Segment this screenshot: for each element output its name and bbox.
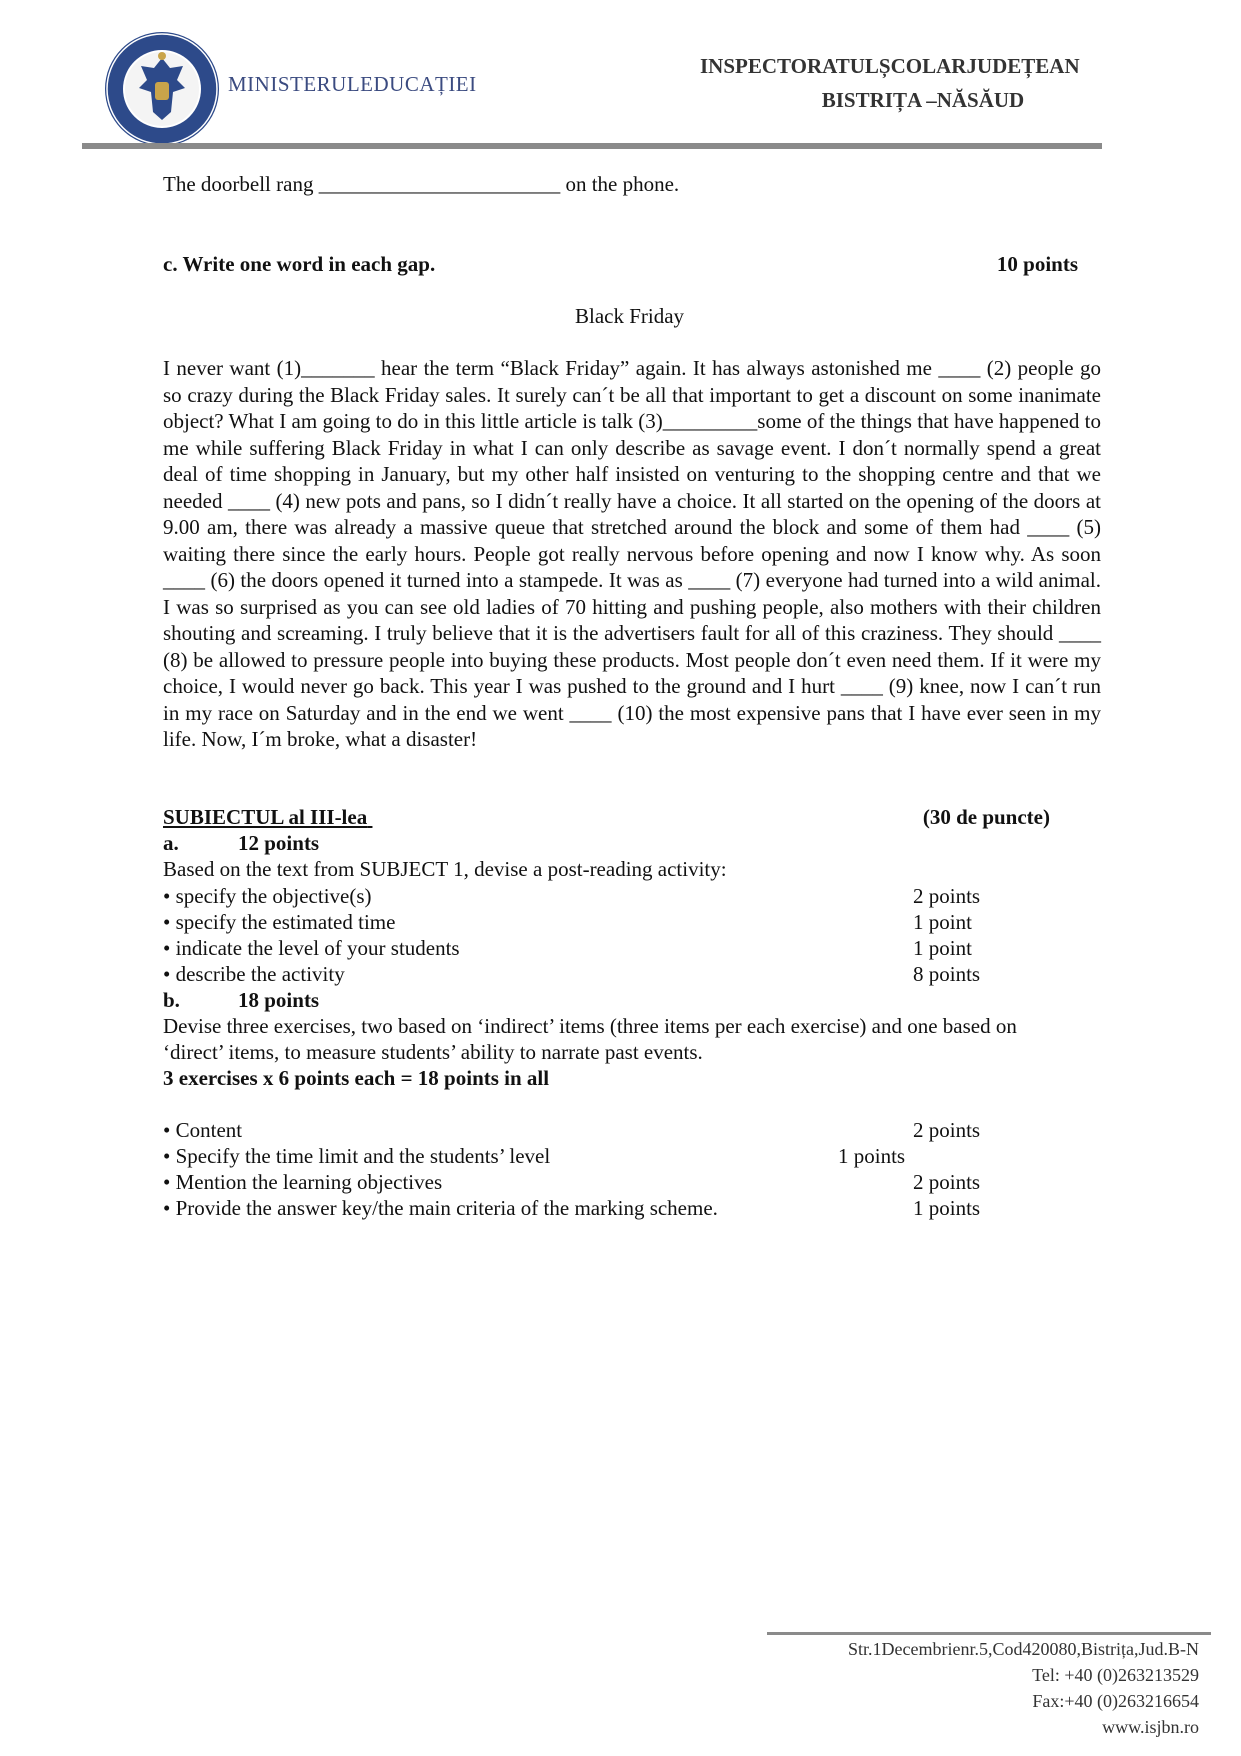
item-text: • specify the estimated time bbox=[163, 910, 396, 934]
footer-tel: Tel: +40 (0)263213529 bbox=[1032, 1665, 1199, 1685]
seal-icon bbox=[103, 30, 221, 148]
item-text: • describe the activity bbox=[163, 962, 345, 986]
part-a-item bbox=[163, 909, 1101, 935]
item-text: • Provide the answer key/the main criteria of the marking scheme. bbox=[163, 1196, 718, 1220]
subject-3-title: SUBIECTUL al III-lea bbox=[163, 805, 368, 829]
part-a-intro: Based on the text from SUBJECT 1, devise a post-reading activity: bbox=[163, 857, 727, 881]
footer-website: www.isjbn.ro bbox=[1102, 1717, 1199, 1737]
part-a-item bbox=[163, 961, 1101, 987]
text-title: Black Friday bbox=[575, 304, 685, 328]
section-c-title: c. Write one word in each gap. bbox=[163, 252, 436, 276]
item-points: 1 point bbox=[913, 936, 972, 960]
item-points: 2 points bbox=[913, 1118, 981, 1142]
subject-3-points: (30 de puncte) bbox=[922, 805, 1050, 829]
item-points: 2 points bbox=[913, 884, 981, 908]
part-b-item bbox=[163, 1169, 1101, 1195]
item-points: 1 points bbox=[913, 1196, 981, 1220]
top-sentence: The doorbell rang _______________________ on the phone. bbox=[163, 172, 680, 196]
part-b-item bbox=[163, 1117, 1101, 1143]
subject-3-heading bbox=[163, 804, 1050, 830]
part-b-label: b. bbox=[163, 988, 180, 1012]
inspectorate-title: INSPECTORATULȘCOLARJUDEȚEAN bbox=[700, 54, 1080, 78]
footer-address: Str.1Decembrienr.5,Cod420080,Bistrița,Jud.B-N bbox=[848, 1639, 1199, 1659]
part-b-intro-line-1: Devise three exercises, two based on ‘indirect’ items (three items per each exercise) and one based on bbox=[163, 1014, 1017, 1038]
item-points: 1 point bbox=[913, 910, 972, 934]
item-text: • Mention the learning objectives bbox=[163, 1170, 443, 1194]
item-points: 2 points bbox=[913, 1170, 981, 1194]
part-a-points: 12 points bbox=[238, 831, 320, 855]
part-a-item bbox=[163, 883, 1101, 909]
section-c-points: 10 points bbox=[996, 252, 1078, 276]
item-text: • specify the objective(s) bbox=[163, 884, 372, 908]
item-text: • indicate the level of your students bbox=[163, 936, 460, 960]
part-b-item bbox=[163, 1195, 1101, 1221]
government-seal-logo bbox=[103, 30, 221, 148]
gap-fill-paragraph: I never want (1)_______ hear the term “Black Friday” again. It has always astonished me ____ (2) people go so crazy during the Black Friday sales. It surely can´t be all that important to get a discount on some inanimate object? What I am going to do in this little article is talk (3)_________some of the things that have happened to me while suffering Black Friday in what I can only describe as savage event. I don´t normally spend a great deal of time shopping in January, but my other half insisted on venturing to the shopping centre and that we needed ____ (4) new pots and pans, so I didn´t really have a choice. It all started on the opening of the doors at 9.00 am, there was already a massive queue that stretched around the block and some of them had ____ (5) waiting there since the early hours. People got really nervous before opening and now I know why. As soon ____ (6) the doors opened it turned into a stampede. It was as ____ (7) everyone had turned into a wild animal. I was so surprised as you can see old ladies of 70 hitting and pushing people, also mothers with their children shouting and screaming. I truly believe that it is the advertisers fault for all of this craziness. They should ____ (8) be allowed to pressure people into buying these products. Most people don´t even need them. If it were my choice, I would never go back. This year I was pushed to the ground and I hurt ____ (9) knee, now I can´t run in my race on Saturday and in the end we went ____ (10) the most expensive pans that I have ever seen in my life. Now, I´m broke, what a disaster! bbox=[163, 356, 1101, 751]
item-points: 1 points bbox=[838, 1144, 906, 1168]
part-b-item bbox=[163, 1143, 1101, 1169]
part-b-points: 18 points bbox=[238, 988, 320, 1012]
footer-fax: Fax:+40 (0)263216654 bbox=[1032, 1691, 1199, 1711]
part-a-label: a. bbox=[163, 831, 179, 855]
inspectorate-location: BISTRIȚA –NĂSĂUD bbox=[821, 88, 1025, 112]
item-points: 8 points bbox=[913, 962, 981, 986]
footer-divider bbox=[767, 1632, 1211, 1635]
header-divider bbox=[82, 143, 1102, 149]
part-b-summary: 3 exercises x 6 points each = 18 points in all bbox=[163, 1066, 550, 1090]
part-b-intro-line-2: ‘direct’ items, to measure students’ ability to narrate past events. bbox=[163, 1040, 703, 1064]
ministry-name: MINISTERULEDUCAȚIEI bbox=[228, 72, 477, 96]
section-c-heading bbox=[163, 251, 1101, 277]
part-a-heading bbox=[163, 830, 1101, 856]
item-text: • Specify the time limit and the students’ level bbox=[163, 1144, 551, 1168]
item-text: • Content bbox=[163, 1118, 243, 1142]
part-b-heading bbox=[163, 987, 1101, 1013]
part-a-item bbox=[163, 935, 1101, 961]
